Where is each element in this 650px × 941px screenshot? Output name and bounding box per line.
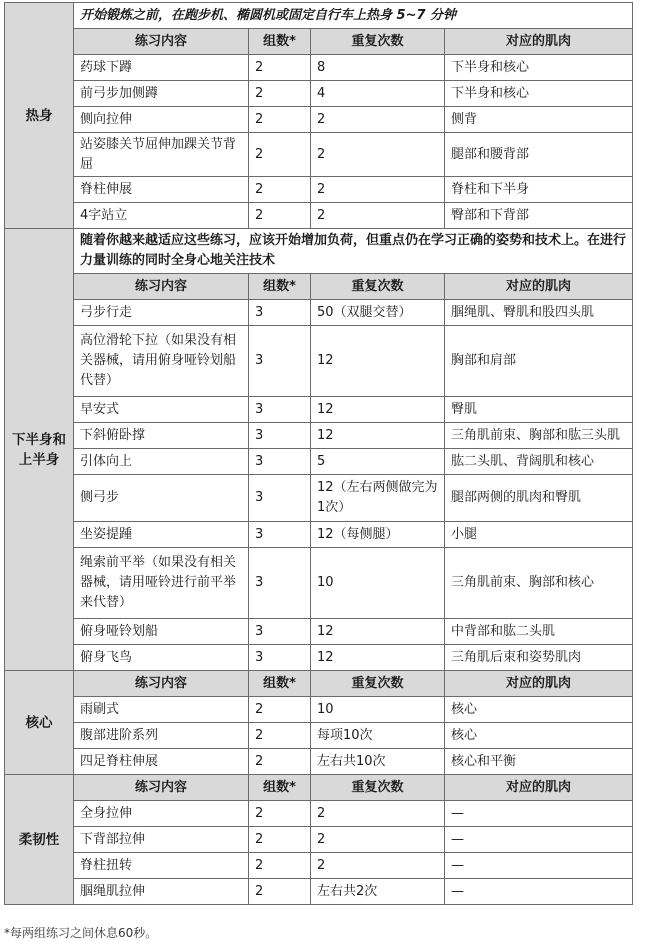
header-reps: 重复次数 (311, 29, 445, 55)
workout-plan-table (4, 2, 633, 905)
reps-cell: 4 (311, 81, 445, 107)
table-row (5, 300, 633, 326)
muscles-cell: — (445, 879, 633, 905)
table-row (5, 749, 633, 775)
reps-cell: 12 (311, 326, 445, 397)
muscles-cell: 核心和平衡 (445, 749, 633, 775)
exercise-cell: 俯身哑铃划船 (74, 619, 249, 645)
muscles-cell: 脊柱和下半身 (445, 177, 633, 203)
reps-cell: 2 (311, 203, 445, 229)
header-exercise: 练习内容 (74, 29, 249, 55)
exercise-cell: 侧向拉伸 (74, 107, 249, 133)
reps-cell: 2 (311, 133, 445, 177)
exercise-cell: 腹部进阶系列 (74, 723, 249, 749)
reps-cell: 左右共2次 (311, 879, 445, 905)
exercise-cell: 全身拉伸 (74, 801, 249, 827)
table-row (5, 107, 633, 133)
header-muscles: 对应的肌肉 (445, 775, 633, 801)
table-row (5, 177, 633, 203)
table-row (5, 879, 633, 905)
header-sets: 组数* (249, 29, 311, 55)
table-row (5, 645, 633, 671)
sets-cell: 2 (249, 801, 311, 827)
table-row (5, 423, 633, 449)
sets-cell: 3 (249, 326, 311, 397)
muscles-cell: 腿部和腰背部 (445, 133, 633, 177)
sets-cell: 2 (249, 723, 311, 749)
sets-cell: 2 (249, 55, 311, 81)
header-exercise: 练习内容 (74, 274, 249, 300)
muscles-cell: 侧背 (445, 107, 633, 133)
table-row (5, 827, 633, 853)
reps-cell: 12（左右两侧做完为1次） (311, 475, 445, 522)
table-row (5, 548, 633, 619)
table-row (5, 801, 633, 827)
sets-cell: 3 (249, 397, 311, 423)
exercise-cell: 俯身飞鸟 (74, 645, 249, 671)
exercise-cell: 引体向上 (74, 449, 249, 475)
table-row (5, 326, 633, 397)
exercise-cell: 雨刷式 (74, 697, 249, 723)
section-label-warmup: 热身 (5, 3, 74, 229)
column-header-row (5, 671, 633, 697)
muscles-cell: 三角肌前束、胸部和肱三头肌 (445, 423, 633, 449)
reps-cell: 2 (311, 853, 445, 879)
muscles-cell: 三角肌后束和姿势肌肉 (445, 645, 633, 671)
reps-cell: 2 (311, 107, 445, 133)
reps-cell: 12 (311, 397, 445, 423)
exercise-cell: 绳索前平举（如果没有相关器械，请用哑铃进行前平举来代替） (74, 548, 249, 619)
exercise-cell: 药球下蹲 (74, 55, 249, 81)
column-header-row (5, 274, 633, 300)
exercise-cell: 前弓步加侧蹲 (74, 81, 249, 107)
table-row (5, 522, 633, 548)
muscles-cell: 下半身和核心 (445, 55, 633, 81)
table-row (5, 81, 633, 107)
sets-cell: 2 (249, 133, 311, 177)
sets-cell: 3 (249, 423, 311, 449)
muscles-cell: 下半身和核心 (445, 81, 633, 107)
exercise-cell: 下背部拉伸 (74, 827, 249, 853)
exercise-cell: 侧弓步 (74, 475, 249, 522)
exercise-cell: 四足脊柱伸展 (74, 749, 249, 775)
muscles-cell: 胸部和肩部 (445, 326, 633, 397)
header-reps: 重复次数 (311, 775, 445, 801)
reps-cell: 10 (311, 548, 445, 619)
sets-cell: 2 (249, 107, 311, 133)
table-row (5, 133, 633, 177)
exercise-cell: 下斜俯卧撑 (74, 423, 249, 449)
muscles-cell: 核心 (445, 697, 633, 723)
reps-cell: 10 (311, 697, 445, 723)
table-row (5, 853, 633, 879)
table-row (5, 697, 633, 723)
muscles-cell: 肱二头肌、背阔肌和核心 (445, 449, 633, 475)
reps-cell: 12 (311, 619, 445, 645)
reps-cell: 2 (311, 801, 445, 827)
table-row (5, 723, 633, 749)
reps-cell: 2 (311, 177, 445, 203)
table-row (5, 619, 633, 645)
column-header-row (5, 29, 633, 55)
reps-cell: 8 (311, 55, 445, 81)
header-sets: 组数* (249, 671, 311, 697)
muscles-cell: — (445, 827, 633, 853)
exercise-cell: 脊柱伸展 (74, 177, 249, 203)
sets-cell: 2 (249, 853, 311, 879)
table-row (5, 203, 633, 229)
reps-cell: 50（双腿交替） (311, 300, 445, 326)
section-intro-row (5, 3, 633, 29)
exercise-cell: 弓步行走 (74, 300, 249, 326)
sets-cell: 3 (249, 522, 311, 548)
reps-cell: 每项10次 (311, 723, 445, 749)
reps-cell: 左右共10次 (311, 749, 445, 775)
muscles-cell: 核心 (445, 723, 633, 749)
header-muscles: 对应的肌肉 (445, 29, 633, 55)
table-row (5, 475, 633, 522)
muscles-cell: — (445, 801, 633, 827)
table-row (5, 397, 633, 423)
header-reps: 重复次数 (311, 671, 445, 697)
exercise-cell: 腘绳肌拉伸 (74, 879, 249, 905)
sets-cell: 2 (249, 177, 311, 203)
reps-cell: 12 (311, 423, 445, 449)
header-muscles: 对应的肌肉 (445, 671, 633, 697)
table-row (5, 55, 633, 81)
reps-cell: 2 (311, 827, 445, 853)
muscles-cell: 臀肌 (445, 397, 633, 423)
sets-cell: 3 (249, 300, 311, 326)
exercise-cell: 站姿膝关节屈伸加踝关节背屈 (74, 133, 249, 177)
exercise-cell: 早安式 (74, 397, 249, 423)
sets-cell: 2 (249, 203, 311, 229)
section-intro-warmup: 开始锻炼之前，在跑步机、椭圆机或固定自行车上热身 5~7 分钟 (74, 3, 633, 29)
table-row (5, 449, 633, 475)
header-sets: 组数* (249, 775, 311, 801)
header-exercise: 练习内容 (74, 671, 249, 697)
section-intro-body: 随着你越来越适应这些练习，应该开始增加负荷，但重点仍在学习正确的姿势和技术上。在进行力量训练的同时全身心地关注技术 (74, 229, 633, 274)
exercise-cell: 高位滑轮下拉（如果没有相关器械，请用俯身哑铃划船代替） (74, 326, 249, 397)
sets-cell: 2 (249, 749, 311, 775)
sets-cell: 3 (249, 645, 311, 671)
muscles-cell: 小腿 (445, 522, 633, 548)
section-label-body: 下半身和上半身 (5, 229, 74, 671)
header-exercise: 练习内容 (74, 775, 249, 801)
sets-cell: 3 (249, 449, 311, 475)
muscles-cell: 臀部和下背部 (445, 203, 633, 229)
sets-cell: 2 (249, 697, 311, 723)
column-header-row (5, 775, 633, 801)
sets-cell: 3 (249, 475, 311, 522)
header-muscles: 对应的肌肉 (445, 274, 633, 300)
exercise-cell: 4字站立 (74, 203, 249, 229)
sets-cell: 3 (249, 548, 311, 619)
sets-cell: 2 (249, 827, 311, 853)
muscles-cell: 中背部和肱二头肌 (445, 619, 633, 645)
section-label-core: 核心 (5, 671, 74, 775)
reps-cell: 5 (311, 449, 445, 475)
muscles-cell: 腿部两侧的肌肉和臀肌 (445, 475, 633, 522)
sets-cell: 2 (249, 879, 311, 905)
exercise-cell: 脊柱扭转 (74, 853, 249, 879)
exercise-cell: 坐姿提踵 (74, 522, 249, 548)
section-intro-row (5, 229, 633, 274)
muscles-cell: 腘绳肌、臀肌和股四头肌 (445, 300, 633, 326)
header-reps: 重复次数 (311, 274, 445, 300)
footnote: *每两组练习之间休息60秒。 (4, 926, 158, 940)
sets-cell: 2 (249, 81, 311, 107)
section-label-flexibility: 柔韧性 (5, 775, 74, 905)
muscles-cell: — (445, 853, 633, 879)
reps-cell: 12 (311, 645, 445, 671)
sets-cell: 3 (249, 619, 311, 645)
muscles-cell: 三角肌前束、胸部和核心 (445, 548, 633, 619)
reps-cell: 12（每侧腿） (311, 522, 445, 548)
header-sets: 组数* (249, 274, 311, 300)
